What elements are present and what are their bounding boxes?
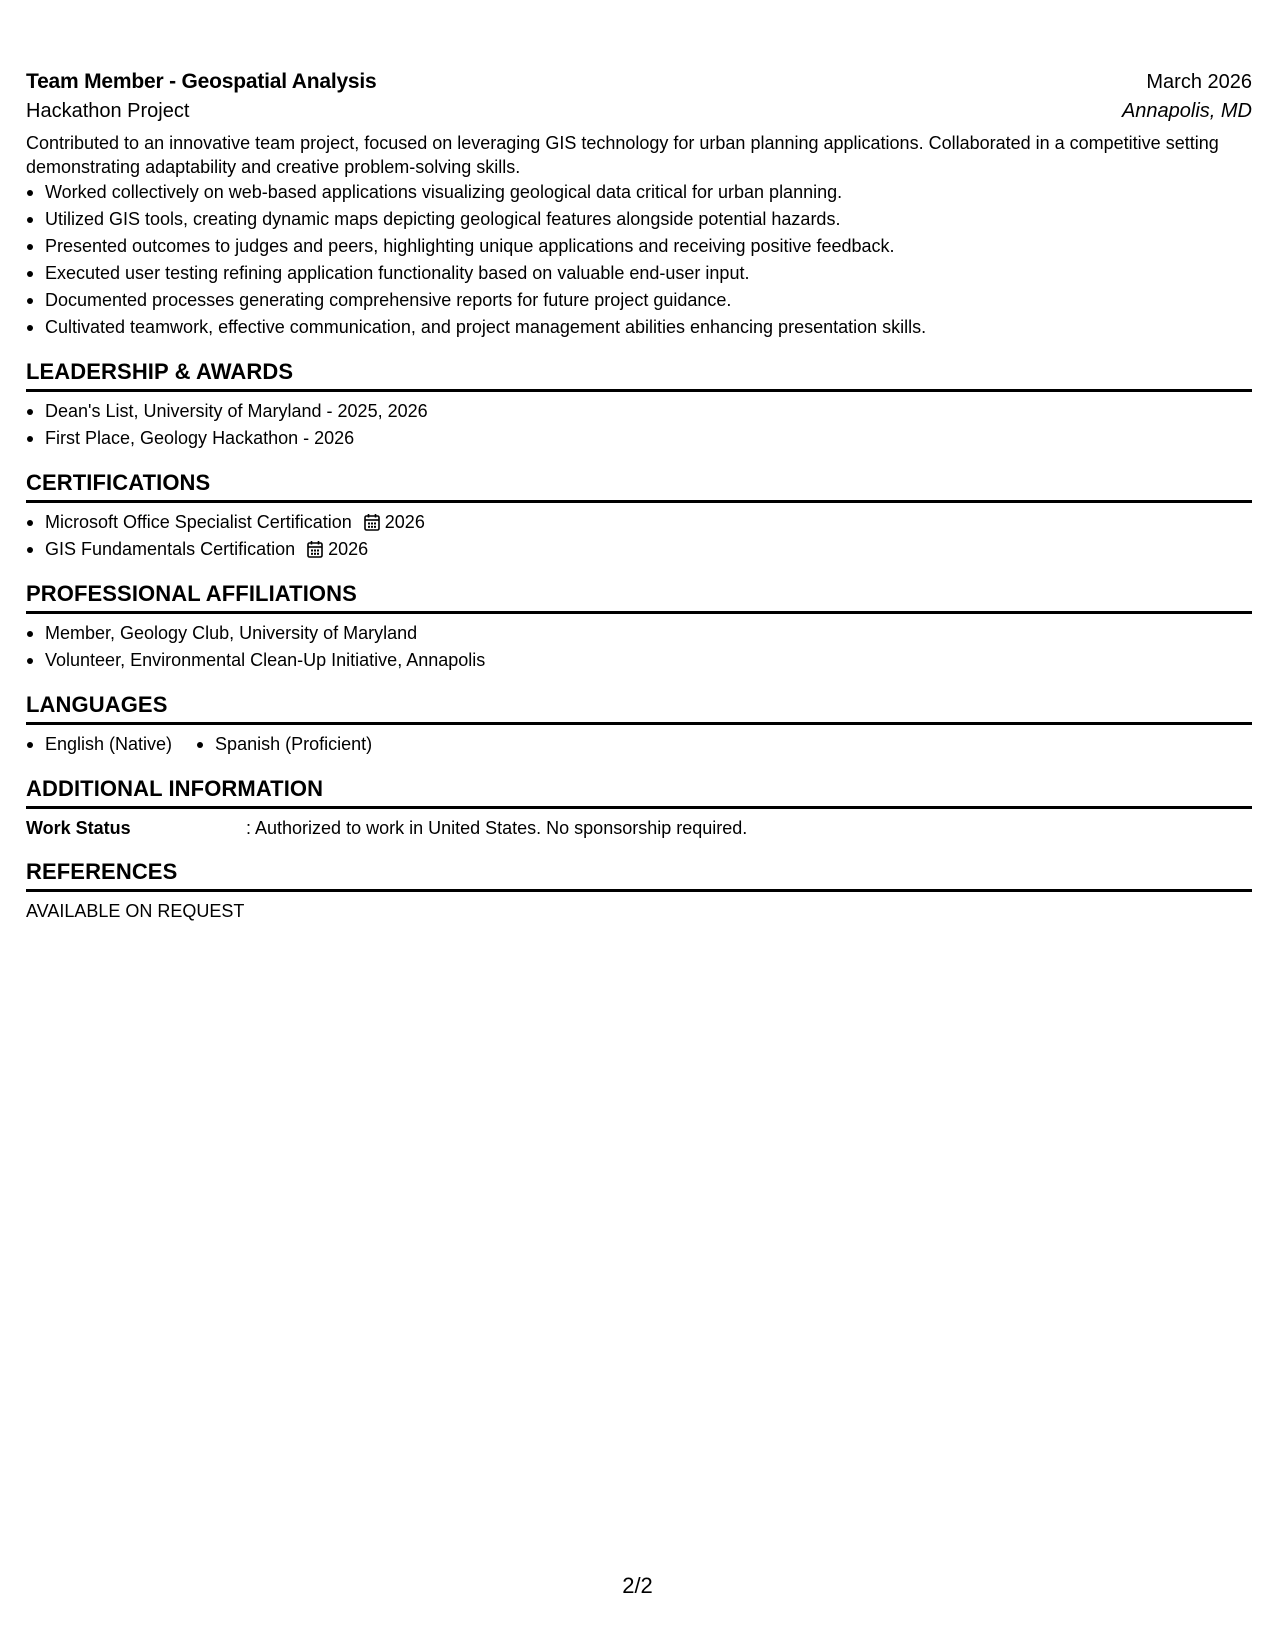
certification-name: Microsoft Office Specialist Certification [45, 512, 352, 532]
section-title: LEADERSHIP & AWARDS [26, 359, 1252, 392]
work-status-label: Work Status [26, 818, 131, 838]
work-status-value: : Authorized to work in United States. No sponsorship required. [246, 818, 748, 838]
experience-location: Annapolis, MD [1121, 100, 1252, 122]
additional-info-section [26, 776, 1252, 841]
section-title: LANGUAGES [26, 692, 1252, 725]
list-item: First Place, Geology Hackathon - 2026 [26, 425, 1252, 452]
page-number: 2/2 [622, 1573, 653, 1598]
work-status-row [26, 815, 1252, 841]
references-section [26, 859, 1252, 924]
list-item: Cultivated teamwork, effective communication, and project management abilities enhancing presentation skills. [26, 314, 1252, 341]
leadership-list [26, 398, 1252, 452]
experience-summary: Contributed to an innovative team project, focused on leveraging GIS technology for urban planning applications. Collaborated in a competitive setting demonstrating adaptability and creative problem-solving skills. [26, 133, 1219, 177]
list-item: Executed user testing refining application functionality based on valuable end-user input. [26, 260, 1252, 287]
experience-date: March 2026 [1146, 71, 1252, 93]
calendar-icon [307, 540, 323, 558]
section-title: PROFESSIONAL AFFILIATIONS [26, 581, 1252, 614]
section-title: CERTIFICATIONS [26, 470, 1252, 503]
list-item: Documented processes generating comprehensive reports for future project guidance. [26, 287, 1252, 314]
certifications-section [26, 470, 1252, 563]
experience-subheader [26, 100, 1252, 123]
languages-list [26, 731, 1252, 758]
experience-entry [26, 70, 1252, 341]
experience-organization: Hackathon Project [26, 100, 190, 122]
list-item [26, 536, 1252, 563]
affiliations-list [26, 620, 1252, 674]
list-item: Member, Geology Club, University of Maryland [26, 620, 1252, 647]
list-item: English (Native) [26, 731, 172, 758]
list-item: Utilized GIS tools, creating dynamic maps depicting geological features alongside potential hazards. [26, 206, 1252, 233]
section-title: REFERENCES [26, 859, 1252, 892]
experience-header [26, 70, 1252, 94]
list-item [26, 509, 1252, 536]
experience-title: Team Member - Geospatial Analysis [26, 70, 377, 93]
certifications-list [26, 509, 1252, 563]
calendar-icon [364, 513, 380, 531]
certification-name: GIS Fundamentals Certification [45, 539, 296, 559]
languages-section [26, 692, 1252, 758]
list-item: Presented outcomes to judges and peers, highlighting unique applications and receiving positive feedback. [26, 233, 1252, 260]
section-title: ADDITIONAL INFORMATION [26, 776, 1252, 809]
certification-year: 2026 [328, 539, 369, 559]
references-text: AVAILABLE ON REQUEST [26, 901, 245, 921]
list-item: Spanish (Proficient) [196, 731, 372, 758]
certification-year: 2026 [384, 512, 425, 532]
list-item: Worked collectively on web-based applications visualizing geological data critical for urban planning. [26, 179, 1252, 206]
affiliations-section [26, 581, 1252, 674]
resume-page [26, 70, 1252, 924]
experience-bullets [26, 179, 1252, 341]
leadership-section [26, 359, 1252, 452]
list-item: Volunteer, Environmental Clean-Up Initiative, Annapolis [26, 647, 1252, 674]
list-item: Dean's List, University of Maryland - 2025, 2026 [26, 398, 1252, 425]
